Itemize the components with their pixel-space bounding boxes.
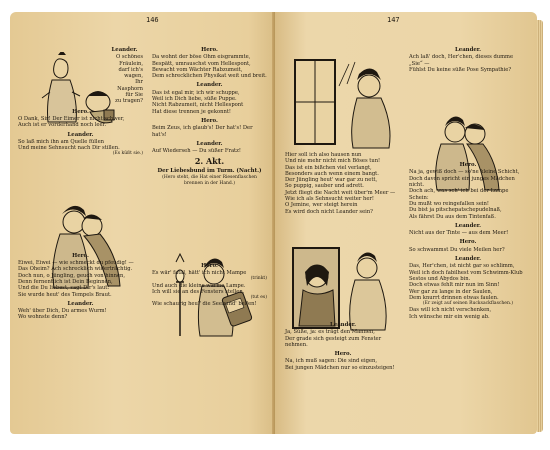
left-page (10, 12, 275, 434)
verse-line: Hier soll ich also hausen nun (285, 152, 362, 158)
verse-line: Na, ich muß sagen: Die sind eigen, (285, 358, 378, 365)
speaker-label: Leander. (454, 47, 482, 53)
verse-line: Dem schrecklichen Physikat weit und breit. (152, 73, 267, 80)
verse-line: Der grade sich gesteigt zum Fenster nehmen. (285, 335, 382, 348)
speaker-label: Hero. (72, 108, 89, 115)
verse-line: für Sie (125, 92, 143, 99)
page-number-left: 146 (146, 16, 159, 24)
speaker-label: Leander. (111, 47, 138, 53)
verse-line: darf ich's (118, 66, 143, 73)
open-book (10, 12, 542, 438)
verse-line: Hat diese trennen je gekonnt! (152, 108, 231, 115)
verse-line: Auch ist er vorderhand noch leer. (18, 122, 107, 129)
verse-line: Doch nun, o Jüngling, geuch von hinnen, (18, 272, 126, 279)
speaker-label: Leander. (67, 300, 94, 307)
verse-line: Auf Wiederseh — Du süßer Fratz! (152, 148, 241, 155)
verse-line: Wo wohnste denn? (18, 314, 68, 321)
stage-direction: (Hero steht, die Hat einer Riesenflaschen brennen in der Hand.) (162, 175, 257, 187)
speaker-label: Leander. (329, 321, 357, 328)
verse-line: Bespätt, umrauschst vom Hellespont, (152, 60, 251, 67)
verse-line: Und meine Sehnsucht nach Dir stillen. (18, 145, 120, 152)
verse-line: Wer gar zu lange in der Saulen, (409, 288, 493, 295)
page-edges (537, 20, 543, 432)
speaker-label: Leander. (196, 82, 223, 89)
verse-line: O Jemine, wer steigt herein (285, 202, 358, 209)
scene-title: Der Liebesbund im Turm. (Nacht.) (157, 167, 262, 174)
verse-line: Wie ich als Sehnsucht weiter her! (285, 196, 374, 203)
verse-line: O Dank, Sir! Der Eimer ist nicht schwer, (18, 115, 125, 122)
speaker-label: Hero. (334, 351, 352, 358)
verse-line: Und die Du liebest, sagt Dir's laut: (18, 285, 110, 292)
verse-line: Als fährst Du aus dem Tintenfaß. (409, 213, 496, 220)
speaker-label: Hero. (201, 262, 218, 269)
verse-line: Nicht Rabzumeit, nicht Hellespont (152, 102, 244, 109)
verse-line: Das will ich nicht verschenken, (409, 307, 492, 314)
verse-line: Doch etwas fehlt mir nun im Sinn! (409, 282, 500, 289)
stage-direction: (trinkt) (250, 276, 267, 282)
verse-line: Ich will sie an des Fensters stellen. (152, 288, 245, 295)
verse-line: Ihr (135, 79, 143, 86)
verse-line: Es wird doch nicht Leander sein? (285, 208, 373, 215)
verse-line: Das ist ein bißchen viel verlangt, (285, 164, 372, 171)
right-page-column-2 (409, 44, 527, 320)
verse-line: Bei jungen Mädchen nur so einzusteigen! (285, 364, 395, 371)
verse-line: Besonders auch wenn einem bangt. (285, 170, 379, 177)
verse-line: Weh' über Dich, Du armes Wurm! (18, 308, 107, 315)
verse-line: Weil ich doch fabilhest vom Schwimm-Klub Sestos und Abydos bin. (409, 269, 523, 282)
verse-line: Na ja, gewiß doch — so'ne kleine Schicht, (409, 169, 520, 176)
stage-direction: (Er zeigt auf seinen Rucksackflaschen.) (422, 301, 514, 307)
verse-line: Und nie mehr nicht mich Böses tun! (285, 158, 381, 165)
stage-direction: (Es küßt sie.) (112, 151, 143, 157)
left-page-column-1 (18, 44, 143, 321)
verse-line: Fühlst Du keine süße Pose Sympathie? (409, 66, 512, 73)
verse-line: Ach laß' doch, Her'chen, dieses dumme „Sie“ — (409, 54, 514, 67)
verse-line: Eiwei, Eiwei — wie schmeckt du pfeudig! — (18, 260, 134, 267)
verse-line: Der Jüngling heut' war gar zu nett, (285, 177, 378, 184)
verse-line: Jetzt fliegt die Nacht weit über'm Meer — (285, 189, 396, 196)
speaker-label: Leander. (454, 222, 482, 229)
verse-line: Fräulein, (119, 60, 143, 67)
right-page (275, 12, 537, 434)
verse-line: Da wohnt der böse Ohm eisgrammte, (152, 54, 251, 61)
stage-direction: (tut es) (250, 295, 267, 301)
verse-line: So laß mich ihn am Quelle füllen (18, 138, 105, 145)
verse-line: Das, Her'chen, ist nicht gar so schlimm, (409, 263, 515, 270)
speaker-label: Hero. (459, 162, 477, 169)
verse-line: Du mußt wo reingefallen sein! (409, 200, 489, 207)
verse-line: wagen, (124, 73, 143, 80)
verse-line: So schwammst Du viele Meilen her? (409, 246, 505, 253)
verse-line: Doch davon spricht ein junges Mädchen nicht. (409, 175, 515, 189)
speaker-label: Hero. (201, 117, 218, 124)
speaker-label: Leander. (67, 131, 94, 138)
verse-line: Das ist egal mir, ich wir schuppe, (152, 89, 240, 96)
speaker-label: Leander. (454, 256, 482, 263)
verse-line: Beim Zeus, ich glaub's! Der hat's! Der hat's! (152, 125, 253, 138)
verse-line: Das Oheim? Ach schrecklich widerträchtig. (18, 266, 133, 273)
verse-line: Bewacht vom Wächter Rabzumeit, (152, 66, 243, 73)
speaker-label: Leander. (196, 140, 223, 147)
illustration-hero-at-window (289, 56, 401, 152)
verse-line: Ich wünsche mir ein wenig ab. (409, 313, 490, 320)
verse-line: Wie schaurig heul' die Seehund' bellen! (152, 301, 257, 308)
verse-line: Doch ach, was seh' ich bei der Lampe Schein: (409, 188, 509, 201)
verse-line: So puppig, sauber und adrett. (285, 183, 364, 190)
verse-line: Nasphorn (117, 85, 143, 92)
verse-line: Denn fernentlich ist Dein Beginnen, (18, 278, 113, 285)
verse-line: Und auch die kleine warme Lampe. (152, 282, 246, 289)
page-number-right: 147 (387, 16, 400, 24)
verse-line: Nicht aus der Tinte — aus dem Meer! (409, 230, 509, 237)
verse-line: Es wär' fatal, hätt' ich nicht Mampe (152, 269, 247, 276)
left-page-column-2 (152, 44, 267, 308)
verse-line: Sie wurde heut' des Tempels Braut. (18, 291, 112, 298)
verse-line: zu tragen? (115, 98, 143, 105)
verse-line: Du bist ja pitschepatschepudelnaß, (409, 207, 502, 214)
speaker-label: Hero. (201, 47, 218, 53)
speaker-label: Hero. (459, 239, 477, 246)
verse-line: O schönes (115, 54, 143, 61)
speaker-label: Hero. (72, 252, 89, 259)
verse-line: Weil ich Dich liebe, süße Puppe. (152, 96, 237, 103)
right-page-column-1 (285, 152, 401, 371)
verse-line: Dem knurrt drinnen etwas faulen. (409, 294, 499, 301)
act-heading: 2. Akt. (194, 156, 225, 167)
verse-line: Ja, Süße, ja: es trägt den Mannen, (285, 329, 375, 336)
